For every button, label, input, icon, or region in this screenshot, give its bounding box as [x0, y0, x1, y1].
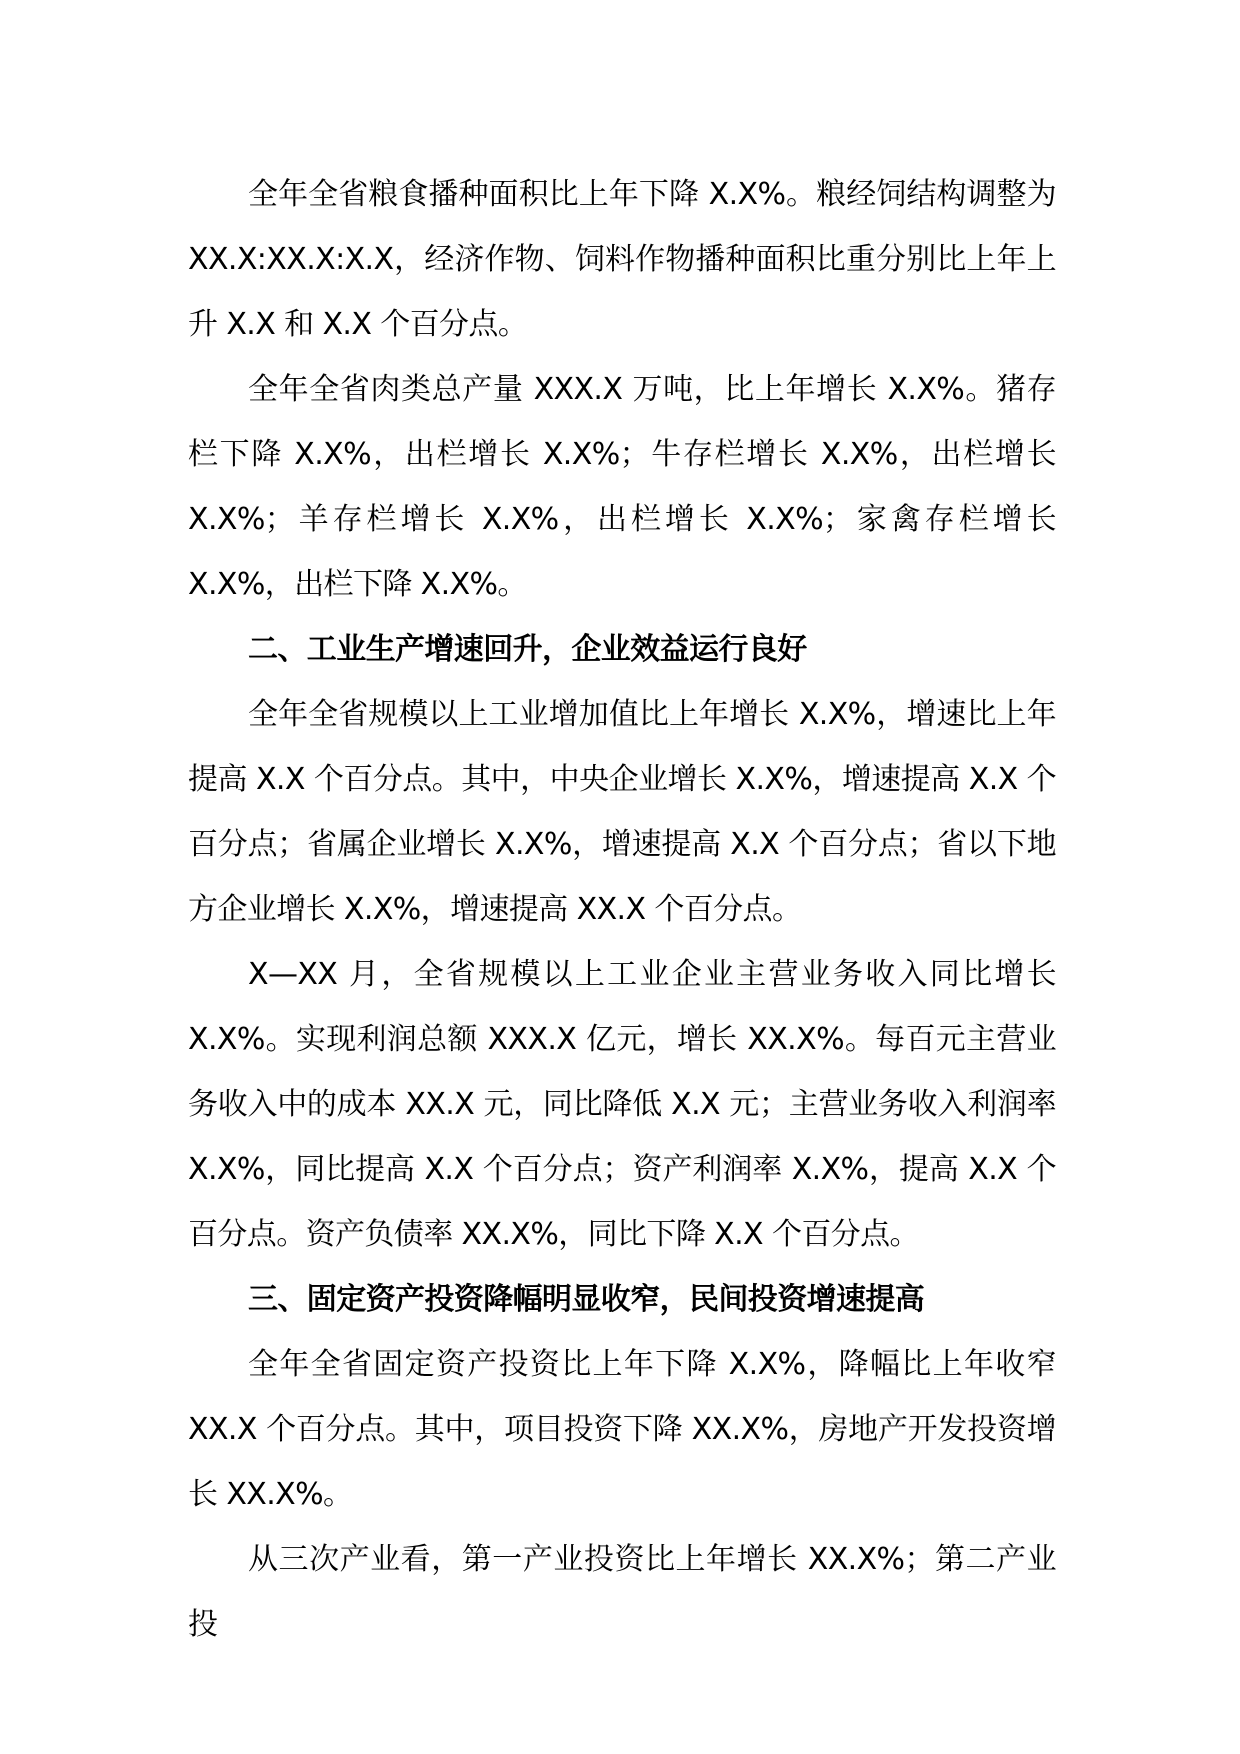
paragraph-fixed-asset-investment: 全年全省固定资产投资比上年下降 X.X%，降幅比上年收窄 XX.X 个百分点。其中，项目投资下降 XX.X%，房地产开发投资增长 XX.X%。: [188, 1347, 1056, 1512]
paragraph-industrial-value-added: 全年全省规模以上工业增加值比上年增长 X.X%，增速比上年提高 X.X 个百分点。其中，中央企业增长 X.X%，增速提高 X.X 个百分点；省属企业增长 X.X%，增速提高 X.X 个百分点；省以下地方企业增长 X.X%，增速提高 XX.X 个百分点。: [188, 697, 1056, 927]
section-heading-industry: 二、工业生产增速回升，企业效益运行良好: [248, 632, 807, 667]
paragraph-grain-sowing: 全年全省粮食播种面积比上年下降 X.X%。粮经饲结构调整为 XX.X:XX.X:X.X，经济作物、饲料作物播种面积比重分别比上年上升 X.X 和 X.X 个百分点。: [188, 177, 1056, 342]
paragraph-meat-output: 全年全省肉类总产量 XXX.X 万吨，比上年增长 X.X%。猪存栏下降 X.X%，出栏增长 X.X%；牛存栏增长 X.X%，出栏增长 X.X%；羊存栏增长 X.X%，出栏增长 X.X%；家禽存栏增长 X.X%，出栏下降 X.X%。: [188, 372, 1056, 602]
document-body: [188, 162, 1056, 1657]
section-heading-investment: 三、固定资产投资降幅明显收窄，民间投资增速提高: [248, 1282, 925, 1317]
paragraph-industrial-revenue: X—XX 月，全省规模以上工业企业主营业务收入同比增长 X.X%。实现利润总额 XXX.X 亿元，增长 XX.X%。每百元主营业务收入中的成本 XX.X 元，同比降低 X.X 元；主营业务收入利润率 X.X%，同比提高 X.X 个百分点；资产利润率 X.X%，提高 X.X 个百分点。资产负债率 XX.X%，同比下降 X.X 个百分点。: [188, 957, 1056, 1252]
paragraph-industry-sector-investment: 从三次产业看，第一产业投资比上年增长 XX.X%；第二产业投: [188, 1542, 1056, 1642]
